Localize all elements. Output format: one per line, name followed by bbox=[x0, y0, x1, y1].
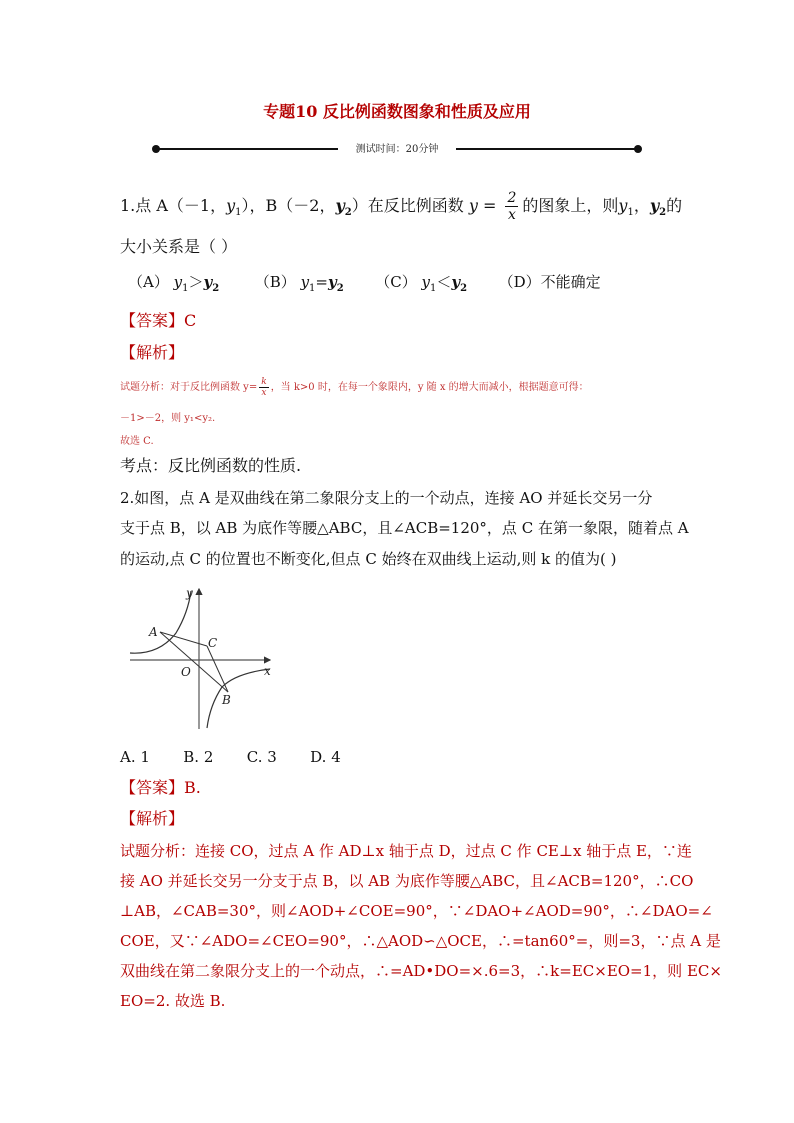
q1-analysis-heading: 【解析】 bbox=[120, 343, 185, 362]
q2-analysis-heading: 【解析】 bbox=[120, 809, 185, 828]
q1-answer: 【答案】C bbox=[120, 311, 197, 330]
label-y: y bbox=[186, 586, 193, 600]
q2-line2: 支于点 B，以 AB 为底作等腰△ABC，且∠ACB=120°，点 C 在第一象限，随着点 A bbox=[120, 519, 689, 537]
label-a: A bbox=[149, 625, 158, 639]
q2-explanation-line: 双曲线在第二象限分支上的一个动点，∴=AD•DO=×.6=3，∴k=EC×EO=1，则 EC× bbox=[120, 962, 722, 980]
q1-option-d: （D）不能确定 bbox=[498, 273, 601, 291]
q1-explanation-line1: 试题分析：对于反比例函数 y= $\frac{k}{x}$ ，当 k>0 时，在每一个象限内，y 随 x 的增大而减小，根据题意可得： bbox=[120, 377, 589, 398]
label-x: x bbox=[264, 664, 271, 678]
q2-explanation-line: 试题分析：连接 CO，过点 A 作 AD⊥x 轴于点 D，过点 C 作 CE⊥x 轴于点 E，∵连 bbox=[120, 842, 692, 860]
q2-answer: 【答案】B. bbox=[120, 778, 201, 797]
q1-option-c: （C） $y_1<y_2$ bbox=[375, 273, 468, 294]
label-c: C bbox=[208, 636, 218, 650]
q1-line2: 大小关系是（ ） bbox=[120, 237, 238, 256]
rule-right bbox=[456, 148, 636, 150]
segment-ab bbox=[160, 632, 228, 692]
q2-explanation-line: EO=2. 故选 B. bbox=[120, 992, 226, 1010]
label-o: O bbox=[181, 665, 191, 679]
rule-right-dot bbox=[634, 145, 642, 153]
q2-explanation-line: COE，又∵∠ADO=∠CEO=90°，∴△AOD∽△OCE，∴=tan60°=，则=3，∵点 A 是 bbox=[120, 932, 721, 950]
q2-explanation-line: ⊥AB，∠CAB=30°，则∠AOD+∠COE=90°，∵∠DAO+∠AOD=90°，∴∠DAO=∠ bbox=[120, 902, 713, 920]
q1-stem: 1.点 A（－1，$y_1$），B（－2，$y_2$）在反比例函数 y = $\frac{2}{x}$ 的图象上，则$y_1$，$y_2$的 bbox=[120, 190, 683, 223]
q2-explanation-line: 接 AO 并延长交另一分支于点 B，以 AB 为底作等腰△ABC，且∠ACB=120°，∴CO bbox=[120, 872, 694, 890]
page-title: 专题10 反比例函数图象和性质及应用 bbox=[263, 102, 531, 121]
q2-line1: 2.如图，点 A 是双曲线在第二象限分支上的一个动点，连接 AO 并延长交另一分 bbox=[120, 489, 653, 507]
q1-option-a: （A） $y_1>y_2$ bbox=[128, 273, 220, 294]
q1-option-b: （B） $y_1=y_2$ bbox=[254, 273, 344, 294]
q1-explanation-line2: －1>－2，则 y₁<y₂. bbox=[120, 413, 216, 424]
rule-left bbox=[158, 148, 338, 150]
label-b: B bbox=[222, 693, 231, 707]
q1-options bbox=[128, 272, 601, 299]
q1-explanation-line3: 故选 C. bbox=[120, 436, 154, 447]
test-time: 测试时间：20分钟 bbox=[355, 144, 439, 155]
segment-cb bbox=[207, 646, 228, 692]
hyperbola-branch-q2 bbox=[130, 591, 191, 653]
hyperbola-branch-q4 bbox=[207, 669, 270, 728]
q2-explanation bbox=[120, 836, 722, 1016]
q1-fraction: $\frac{2}{x}$ bbox=[507, 190, 517, 223]
segment-ac bbox=[160, 632, 207, 646]
q2-line3: 的运动,点 C 的位置也不断变化,但点 C 始终在双曲线上运动,则 k 的值为( ) bbox=[120, 550, 617, 568]
q1-kaodian: 考点：反比例函数的性质. bbox=[120, 456, 302, 475]
q2-hyperbola-figure bbox=[124, 583, 284, 733]
q2-options: A. 1 B. 2 C. 3 D. 4 bbox=[120, 748, 341, 766]
